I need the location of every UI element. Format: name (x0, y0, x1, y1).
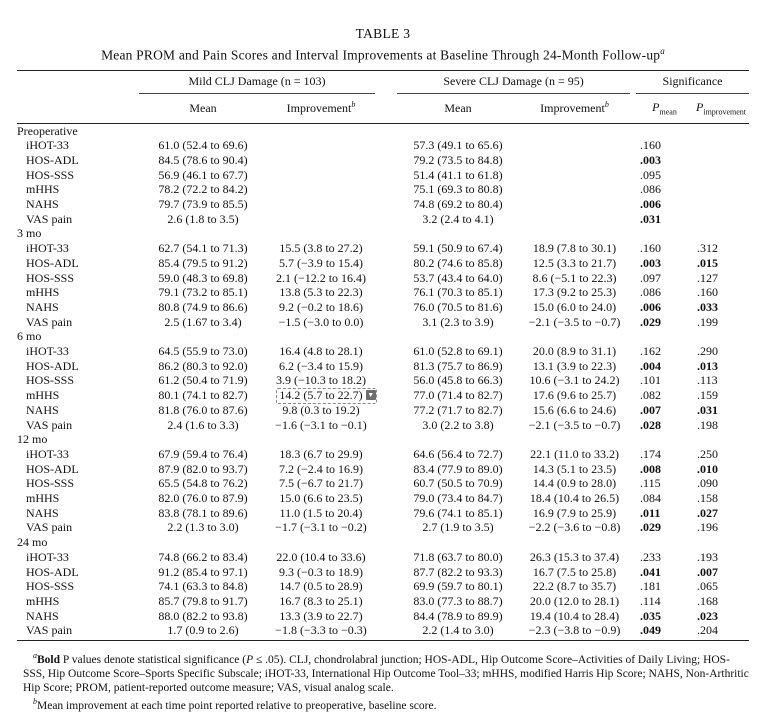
cell-severe-improvement: 18.9 (7.8 to 30.1) (532, 241, 617, 256)
cell-severe-improvement: 22.1 (11.0 to 33.2) (530, 446, 619, 461)
cell-p-improvement: .010 (697, 461, 719, 476)
measure-label: mHHS (26, 491, 60, 506)
cell-mild-improvement: −1.8 (−3.3 to −0.3) (275, 623, 367, 638)
measure-label: mHHS (26, 285, 60, 300)
table-row (17, 271, 749, 286)
table-body (17, 124, 749, 639)
section-label: 6 mo (17, 329, 42, 344)
cell-severe-mean: 59.1 (50.9 to 67.4) (413, 241, 503, 256)
cell-p-improvement: .065 (697, 579, 719, 594)
group-header-severe: Severe CLJ Damage (n = 95) (397, 71, 630, 94)
col-header-mild-mean: Mean (189, 100, 217, 115)
table-row (17, 241, 749, 256)
cell-mild-mean: 80.1 (74.1 to 82.7) (158, 388, 248, 403)
cell-p-improvement (693, 168, 749, 183)
cell-mild-improvement: 13.8 (5.3 to 22.3) (279, 285, 363, 300)
table-container (17, 26, 749, 713)
cell-severe-mean: 75.1 (69.3 to 80.8) (413, 182, 503, 197)
cell-mild-improvement: 14.7 (0.5 to 28.9) (279, 579, 363, 594)
cell-severe-improvement: 15.6 (6.6 to 24.6) (532, 402, 617, 417)
table-row (17, 168, 749, 183)
cell-severe-improvement: 14.4 (0.9 to 28.0) (532, 476, 617, 491)
cell-severe-improvement: −2.2 (−3.6 to −0.8) (528, 520, 621, 535)
cell-p-improvement (693, 212, 749, 227)
cell-severe-improvement: 12.5 (3.3 to 21.7) (532, 255, 617, 270)
cell-p-mean: .101 (640, 373, 662, 388)
group-header-significance: Significance (636, 71, 749, 94)
selection-box (276, 388, 376, 404)
cell-severe-improvement: 22.2 (8.7 to 35.7) (532, 579, 617, 594)
cell-mild-improvement (267, 153, 375, 168)
cell-mild-improvement: 13.3 (3.9 to 22.7) (279, 608, 363, 623)
cell-mild-mean: 2.5 (1.67 to 3.4) (164, 314, 242, 329)
cell-mild-mean: 56.9 (46.1 to 67.7) (158, 167, 248, 182)
cell-severe-improvement (519, 138, 630, 153)
section-label: 3 mo (17, 226, 42, 241)
cell-p-improvement: .013 (697, 358, 719, 373)
cell-mild-mean: 83.8 (78.1 to 89.6) (158, 505, 248, 520)
cell-severe-mean: 56.0 (45.8 to 66.3) (413, 373, 503, 388)
cell-severe-improvement: 18.4 (10.4 to 26.5) (529, 491, 620, 506)
cell-p-improvement: .196 (697, 520, 719, 535)
cell-p-improvement: .127 (697, 270, 719, 285)
footnotes (17, 649, 749, 713)
cell-mild-improvement: 11.0 (1.5 to 20.4) (279, 505, 363, 520)
section-label: 12 mo (17, 432, 48, 447)
cell-severe-improvement (519, 153, 630, 168)
highlighted-cell[interactable]: 14.2 (5.7 to 22.7) ▼ (279, 388, 362, 403)
measure-label: NAHS (26, 197, 59, 212)
measure-label: HOS-SSS (26, 167, 75, 182)
cell-severe-mean: 60.7 (50.5 to 70.9) (413, 476, 503, 491)
cell-mild-mean: 79.1 (73.2 to 85.1) (158, 285, 248, 300)
table-row (17, 182, 749, 197)
cell-p-mean: .029 (640, 520, 662, 535)
cell-p-improvement: .160 (697, 285, 719, 300)
cell-p-improvement: .090 (697, 476, 719, 491)
cell-mild-improvement: 7.2 (−2.4 to 16.9) (278, 461, 364, 476)
cell-mild-improvement: 9.2 (−0.2 to 18.6) (278, 299, 364, 314)
table-row (17, 256, 749, 271)
cell-severe-mean: 77.2 (71.7 to 82.7) (413, 402, 503, 417)
table-row (17, 579, 749, 594)
cell-p-mean: .049 (640, 623, 662, 638)
cell-severe-mean: 69.9 (59.7 to 80.1) (413, 579, 503, 594)
measure-label: HOS-ADL (26, 461, 79, 476)
cell-mild-mean: 85.4 (79.5 to 91.2) (158, 255, 248, 270)
cell-severe-mean: 74.8 (69.2 to 80.4) (413, 197, 503, 212)
table-row (17, 594, 749, 609)
col-header-mild-improvement: Improvement$^b$ (286, 100, 356, 115)
cell-p-mean: .003 (640, 255, 662, 270)
col-header-p-mean: $P_{mean}$ (652, 99, 677, 117)
cell-p-mean: .007 (640, 402, 662, 417)
cell-p-improvement: .113 (697, 373, 718, 388)
cell-mild-improvement: 6.2 (−3.4 to 15.9) (278, 358, 364, 373)
cell-severe-improvement: 13.1 (3.9 to 22.3) (532, 358, 617, 373)
table-row (17, 373, 749, 388)
cell-mild-improvement (267, 197, 375, 212)
cell-p-mean: .181 (640, 579, 662, 594)
measure-label: HOS-ADL (26, 255, 79, 270)
cell-severe-improvement: 17.3 (9.2 to 25.3) (532, 285, 617, 300)
section-header-row (17, 535, 749, 550)
cell-severe-improvement: 19.4 (10.4 to 28.4) (529, 608, 620, 623)
table-row (17, 506, 749, 521)
cell-p-improvement: .159 (697, 388, 719, 403)
cell-mild-mean: 61.0 (52.4 to 69.6) (158, 138, 248, 153)
table-row (17, 609, 749, 624)
cell-p-mean: .174 (640, 446, 662, 461)
col-header-severe-improvement: Improvement$^b$ (540, 100, 609, 115)
cell-severe-improvement: 17.6 (9.6 to 25.7) (532, 388, 617, 403)
table-label: TABLE 3 (355, 26, 411, 41)
cell-severe-mean: 3.1 (2.3 to 3.9) (422, 314, 494, 329)
cell-p-mean: .160 (640, 138, 662, 153)
cell-p-mean: .115 (640, 476, 661, 491)
cell-p-improvement: .204 (697, 623, 719, 638)
cell-p-mean: .006 (640, 299, 662, 314)
cell-p-improvement (693, 138, 749, 153)
table-row (17, 447, 749, 462)
footnote-b: $^b$Mean improvement at each time point reported relative to preoperative, baseline score. (33, 696, 437, 712)
cell-severe-mean: 79.0 (73.4 to 84.7) (413, 491, 503, 506)
cell-mild-mean: 2.4 (1.6 to 3.3) (167, 417, 239, 432)
cell-p-mean: .086 (640, 182, 662, 197)
section-header-row (17, 226, 749, 241)
measure-label: VAS pain (26, 211, 73, 226)
cell-p-mean: .233 (640, 549, 662, 564)
bottom-rule (17, 640, 749, 641)
cell-mild-mean: 88.0 (82.2 to 93.8) (158, 608, 248, 623)
cell-p-improvement: .033 (697, 299, 719, 314)
table-row (17, 300, 749, 315)
cell-mild-mean: 67.9 (59.4 to 76.4) (158, 446, 248, 461)
measure-label: NAHS (26, 505, 59, 520)
cell-severe-mean: 79.2 (73.5 to 84.8) (413, 152, 503, 167)
cell-mild-mean: 62.7 (54.1 to 71.3) (158, 241, 248, 256)
table-row (17, 212, 749, 227)
cell-severe-mean: 87.7 (82.2 to 93.3) (413, 564, 503, 579)
section-header-row (17, 329, 749, 344)
cell-p-mean: .114 (640, 594, 661, 608)
cell-severe-improvement (519, 168, 630, 183)
cell-mild-mean: 84.5 (78.6 to 90.4) (158, 152, 248, 167)
cell-mild-improvement: 7.5 (−6.7 to 21.7) (278, 476, 364, 491)
measure-label: VAS pain (26, 417, 73, 432)
col-header-p-improvement: $P_{improvement}$ (696, 99, 747, 117)
cell-mild-improvement (267, 168, 375, 183)
cell-severe-improvement: 20.0 (12.0 to 28.1) (529, 594, 620, 608)
cell-severe-improvement: 26.3 (15.3 to 37.4) (529, 549, 620, 564)
table-row (17, 520, 749, 535)
cell-severe-mean: 51.4 (41.1 to 61.8) (413, 167, 503, 182)
cell-p-mean: .162 (640, 344, 662, 359)
results-table (17, 71, 749, 639)
cell-p-mean: .003 (640, 152, 662, 167)
cell-p-improvement: .023 (697, 608, 719, 623)
cell-severe-mean: 83.0 (77.3 to 88.7) (413, 594, 503, 608)
measure-label: NAHS (26, 402, 59, 417)
cell-mild-improvement: 9.3 (−0.3 to 18.9) (278, 564, 364, 579)
table-row (17, 623, 749, 638)
cell-p-improvement (693, 153, 749, 168)
cell-severe-mean: 2.2 (1.4 to 3.0) (422, 623, 494, 638)
cell-severe-mean: 76.0 (70.5 to 81.6) (413, 299, 503, 314)
cell-mild-improvement (267, 138, 375, 153)
cell-severe-mean: 80.2 (74.6 to 85.8) (413, 255, 503, 270)
cell-severe-improvement (519, 212, 630, 227)
table-row (17, 565, 749, 580)
cell-mild-mean: 2.2 (1.3 to 3.0) (167, 520, 239, 535)
cell-p-mean: .029 (640, 314, 662, 329)
cell-mild-mean: 61.2 (50.4 to 71.9) (158, 373, 248, 388)
cell-p-mean: .160 (640, 241, 662, 256)
cell-mild-improvement: 2.1 (−12.2 to 16.4) (275, 270, 367, 285)
cell-severe-improvement (519, 182, 630, 197)
measure-label: mHHS (26, 388, 60, 403)
cell-p-mean: .095 (640, 167, 662, 182)
cell-mild-mean: 85.7 (79.8 to 91.7) (158, 594, 248, 608)
cell-p-improvement: .199 (697, 314, 719, 329)
cell-p-improvement: .250 (697, 446, 719, 461)
cell-p-improvement: .168 (697, 594, 719, 608)
cell-p-improvement: .031 (697, 402, 719, 417)
cell-mild-mean: 91.2 (85.4 to 97.1) (158, 564, 248, 579)
cell-p-improvement: .158 (697, 491, 719, 506)
cell-severe-mean: 76.1 (70.3 to 85.1) (413, 285, 503, 300)
cell-mild-improvement: −1.6 (−3.1 to −0.1) (275, 417, 367, 432)
cell-mild-improvement: 16.4 (4.8 to 28.1) (279, 344, 363, 359)
cell-mild-mean: 1.7 (0.9 to 2.6) (167, 623, 239, 638)
cell-p-mean: .097 (640, 270, 662, 285)
measure-label: VAS pain (26, 520, 73, 535)
cell-severe-improvement: 16.7 (7.5 to 25.8) (532, 564, 617, 579)
section-header-row (17, 432, 749, 447)
table-row (17, 491, 749, 506)
table-row (17, 418, 749, 433)
table-row (17, 197, 749, 212)
cell-severe-mean: 57.3 (49.1 to 65.6) (413, 138, 503, 153)
cell-p-improvement: .015 (697, 255, 719, 270)
cell-p-mean: .011 (640, 505, 661, 520)
footnote-a: $^a$Bold P values denote statistical significance (P ≤ .05). CLJ, chondrolabral junction; HOS-ADL, Hip Outcome Score–Activities of Daily Living; HOS-SSS, Hip Outcome Score–Sports Specific Subscale; iHOT-33, International Hip Outcome Tool–33; mHHS, modified Harris Hip Score; NAHS, Non-Arthritic Hip Score; PROM, patient-reported outcome measure; VAS, visual analog scale. (23, 651, 749, 694)
cell-severe-improvement: −2.1 (−3.5 to −0.7) (528, 314, 621, 329)
cell-mild-improvement: −1.7 (−3.1 to −0.2) (275, 520, 367, 535)
cell-p-improvement: .312 (697, 241, 719, 256)
table-row (17, 388, 749, 403)
cell-mild-improvement: 3.9 (−10.3 to 18.2) (275, 373, 367, 388)
cell-mild-mean: 80.8 (74.9 to 86.6) (158, 299, 248, 314)
cell-severe-mean: 81.3 (75.7 to 86.9) (413, 358, 503, 373)
measure-label: NAHS (26, 299, 59, 314)
cell-severe-mean: 64.6 (56.4 to 72.7) (413, 446, 503, 461)
cell-mild-mean: 87.9 (82.0 to 93.7) (158, 461, 248, 476)
measure-label: HOS-SSS (26, 579, 75, 594)
cell-severe-improvement: 10.6 (−3.1 to 24.2) (529, 373, 620, 388)
measure-label: HOS-ADL (26, 152, 79, 167)
cell-mild-mean: 74.8 (66.2 to 83.4) (158, 549, 248, 564)
cell-mild-mean: 74.1 (63.3 to 84.8) (158, 579, 248, 594)
cell-severe-improvement: −2.3 (−3.8 to −0.9) (528, 623, 621, 638)
cell-severe-mean: 79.6 (74.1 to 85.1) (413, 505, 503, 520)
caption-text: Mean PROM and Pain Scores and Interval Improvements at Baseline Through 24-Month Follow-up (101, 47, 661, 63)
measure-label: HOS-ADL (26, 358, 79, 373)
measure-label: mHHS (26, 182, 60, 197)
cell-p-mean: .028 (640, 417, 662, 432)
cell-p-mean: .082 (640, 388, 662, 403)
measure-label: VAS pain (26, 623, 73, 638)
cell-severe-improvement: 14.3 (5.1 to 23.5) (532, 461, 617, 476)
col-header-severe-mean: Mean (444, 100, 472, 115)
section-label: 24 mo (17, 535, 48, 550)
measure-label: iHOT-33 (26, 344, 69, 359)
section-header-row (17, 124, 749, 139)
cell-p-improvement: .193 (697, 549, 719, 564)
measure-label: HOS-SSS (26, 476, 75, 491)
cell-severe-improvement: 20.0 (8.9 to 31.1) (532, 344, 617, 359)
table-caption (17, 43, 749, 64)
cell-severe-improvement (519, 197, 630, 212)
cell-p-mean: .008 (640, 461, 662, 476)
cell-mild-improvement: 15.5 (3.8 to 27.2) (279, 241, 363, 256)
cell-mild-mean: 82.0 (76.0 to 87.9) (158, 491, 248, 506)
cell-severe-mean: 84.4 (78.9 to 89.9) (413, 608, 503, 623)
cell-severe-mean: 3.0 (2.2 to 3.8) (422, 417, 494, 432)
cell-p-mean: .004 (640, 358, 662, 373)
cell-mild-mean: 81.8 (76.0 to 87.6) (158, 402, 248, 417)
cell-severe-mean: 71.8 (63.7 to 80.0) (413, 549, 503, 564)
cell-severe-improvement: 15.0 (6.0 to 24.0) (532, 299, 617, 314)
cell-severe-mean: 83.4 (77.9 to 89.0) (413, 461, 503, 476)
cell-mild-mean: 2.6 (1.8 to 3.5) (167, 211, 239, 226)
measure-label: iHOT-33 (26, 138, 69, 153)
caption-note-mark: a (660, 46, 665, 56)
cell-mild-improvement: −1.5 (−3.0 to 0.0) (278, 314, 364, 329)
table-row (17, 285, 749, 300)
table-row (17, 315, 749, 330)
cell-p-improvement: .027 (697, 505, 719, 520)
cell-severe-improvement: 16.9 (7.9 to 25.9) (532, 505, 617, 520)
cell-severe-mean: 3.2 (2.4 to 4.1) (422, 211, 494, 226)
table-row (17, 462, 749, 477)
cell-severe-mean: 61.0 (52.8 to 69.1) (413, 344, 503, 359)
cell-mild-mean: 59.0 (48.3 to 69.8) (158, 270, 248, 285)
cell-severe-mean: 2.7 (1.9 to 3.5) (422, 520, 494, 535)
cell-severe-improvement: 8.6 (−5.1 to 22.3) (532, 270, 617, 285)
table-row (17, 153, 749, 168)
cell-p-mean: .031 (640, 211, 662, 226)
table-row (17, 359, 749, 374)
cell-mild-improvement (267, 388, 375, 403)
cell-p-mean: .084 (640, 491, 662, 506)
cell-mild-improvement: 16.7 (8.3 to 25.1) (279, 594, 363, 608)
measure-label: NAHS (26, 608, 59, 623)
cell-p-improvement (693, 182, 749, 197)
chevron-down-icon[interactable]: ▼ (367, 391, 375, 400)
cell-mild-improvement: 5.7 (−3.9 to 15.4) (278, 255, 364, 270)
measure-label: mHHS (26, 594, 60, 608)
measure-label: iHOT-33 (26, 446, 69, 461)
table-row (17, 138, 749, 153)
cell-p-mean: .086 (640, 285, 662, 300)
cell-mild-improvement: 15.0 (6.6 to 23.5) (279, 491, 363, 506)
table-row (17, 550, 749, 565)
cell-mild-mean: 86.2 (80.3 to 92.0) (158, 358, 248, 373)
cell-severe-improvement: −2.1 (−3.5 to −0.7) (528, 417, 621, 432)
measure-label: HOS-ADL (26, 564, 79, 579)
cell-mild-improvement (267, 212, 375, 227)
measure-label: HOS-SSS (26, 373, 75, 388)
cell-mild-improvement (267, 182, 375, 197)
group-header-mild: Mild CLJ Damage (n = 103) (139, 71, 375, 94)
cell-p-mean: .035 (640, 608, 662, 623)
cell-mild-improvement: 22.0 (10.4 to 33.6) (276, 549, 366, 564)
cell-p-mean: .041 (640, 564, 662, 579)
measure-label: iHOT-33 (26, 549, 69, 564)
table-row (17, 403, 749, 418)
table-row (17, 344, 749, 359)
cell-mild-mean: 65.5 (54.8 to 76.2) (158, 476, 248, 491)
cell-p-improvement (693, 197, 749, 212)
table-row (17, 476, 749, 491)
cell-p-mean: .006 (640, 197, 662, 212)
cell-mild-improvement: 18.3 (6.7 to 29.9) (279, 446, 363, 461)
cell-mild-mean: 79.7 (73.9 to 85.5) (158, 197, 248, 212)
cell-severe-mean: 77.0 (71.4 to 82.7) (413, 388, 503, 403)
measure-label: iHOT-33 (26, 241, 69, 256)
section-label: Preoperative (17, 123, 78, 138)
cell-mild-mean: 78.2 (72.2 to 84.2) (158, 182, 248, 197)
cell-mild-mean: 64.5 (55.9 to 73.0) (158, 344, 248, 359)
measure-label: HOS-SSS (26, 270, 75, 285)
cell-p-improvement: .198 (697, 417, 719, 432)
cell-severe-mean: 53.7 (43.4 to 64.0) (413, 270, 503, 285)
cell-mild-improvement: 9.8 (0.3 to 19.2) (282, 402, 360, 417)
cell-p-improvement: .290 (697, 344, 719, 359)
measure-label: VAS pain (26, 314, 73, 329)
cell-p-improvement: .007 (697, 564, 719, 579)
